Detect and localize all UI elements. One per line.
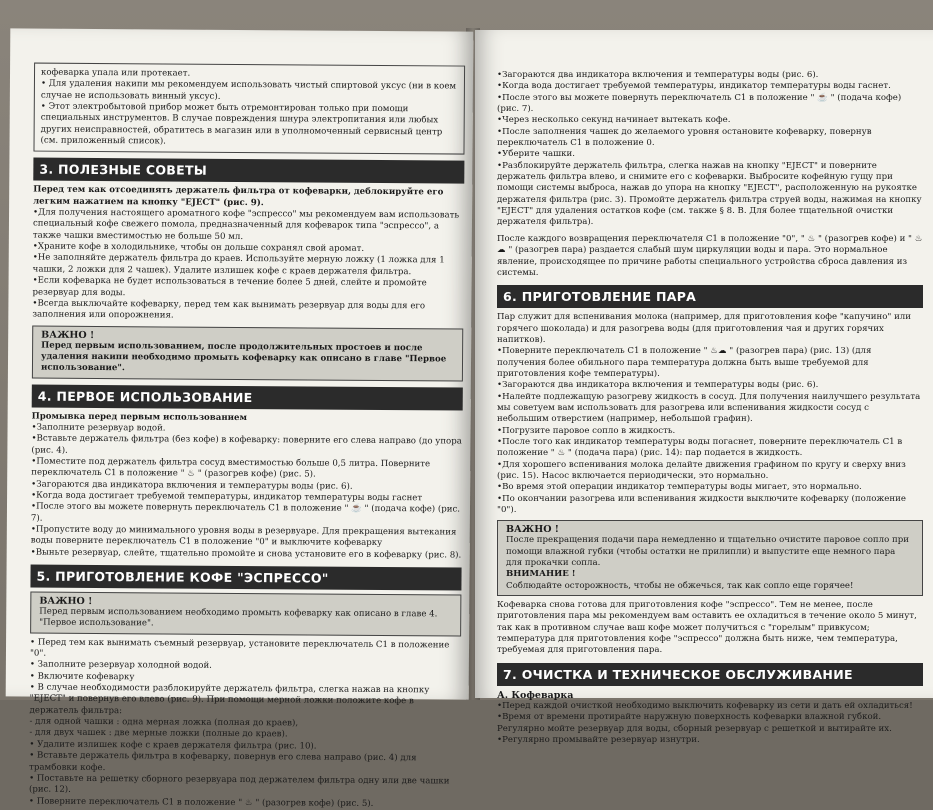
list-item: • Поставьте на решетку сборного резервуара под держателем фильтра одну или две чашки (рис. 12). <box>28 773 450 796</box>
section-6-title: 6. ПРИГОТОВЛЕНИЕ ПАРА <box>497 285 923 308</box>
list-item: • Заполните резервуар холодной водой. <box>29 659 212 672</box>
section-3-note <box>32 325 463 381</box>
note-title: ВАЖНО ! <box>506 524 559 536</box>
list-item: • Налейте подлежащую разогреву жидкость в сосуд. Для получения наилучшего результата мы советуем вам использовать для разогрева или вспенивания жидкости сосуд с небольшим отверстием (например, небольшой графин). <box>497 392 923 426</box>
section-6-after: Кофеварка снова готова для приготовления кофе "эспрессо". Тем не менее, после приготовления пара мы рекомендуем вам оставить ее охладиться в течение около 5 минут, так как в противном случае ваш кофе может получиться с "горелым" привкусом; температура для приготовления кофе "эспрессо" должна быть ниже, чем температура, требуемая для приготовления пара. <box>497 600 917 656</box>
intro-line: кофеварка упала или протекает. <box>40 67 191 79</box>
left-page <box>6 28 474 809</box>
list-item: • Для получения настоящего ароматного кофе "эспрессо" мы рекомендуем вам использовать специальный кофе свежего помола, предназначенный для кофеварок типа "эспрессо", а также чашки вместимостью не больше 50 мл. <box>33 208 464 245</box>
pressure-note: После каждого возвращения переключателя C1 в положение "0", " ♨ " (разогрев кофе) и " ♨☁ " (разогрев пара) раздается слабый шум циркуляции воды и пара. Это нормальное явление, происходящее по причине работы специального устройства сброса давления из системы. <box>497 233 923 278</box>
list-item: • Когда вода достигает требуемой температуры, индикатор температуры воды гаснет <box>31 491 462 505</box>
list-item: • Удалите излишек кофе с краев держателя фильтра (рис. 10). <box>29 739 317 752</box>
section-6-list <box>497 346 923 516</box>
list-item: • Уберите чашки. <box>497 149 923 160</box>
list-item: • Перед тем как вынимать съемный резервуар, установите переключатель C1 в положение "0". <box>29 637 450 659</box>
list-item: • Для хорошего вспенивания молока делайте движения графином по кругу и сверху вниз (рис. 15). Насос включается периодически, это нормально. <box>497 460 923 483</box>
section-3-list <box>32 208 464 324</box>
list-item: • Загораются два индикатора включения и температуры воды (рис. 6). <box>497 380 923 391</box>
section-5-title: 5. ПРИГОТОВЛЕНИЕ КОФЕ "ЭСПРЕССО" <box>30 565 461 591</box>
list-item: • В случае необходимости разблокируйте держатель фильтра, слегка нажав на кнопку "EJECT" и повернув его влево (рис. 9). При помощи мерной ложки положите кофе в держатель фильтра: <box>29 682 430 716</box>
list-item: • По окончании разогрева или вспенивания жидкости выключите кофеварку (положение "0"). <box>497 494 923 517</box>
list-item: • Всегда выключайте кофеварку, перед тем как вынимать резервуар для воды для его заполнения или опорожнения. <box>32 298 463 324</box>
list-item: • После этого вы можете повернуть переключатель C1 в положение " ☕ " (подача кофе) (рис. 7). <box>497 93 923 116</box>
section-7-title: 7. ОЧИСТКА И ТЕХНИЧЕСКОЕ ОБСЛУЖИВАНИЕ <box>497 663 923 686</box>
note-text: Перед первым использованием необходимо промыть кофеварку как описано в главе 4. "Первое использование". <box>39 606 438 629</box>
list-item: • Вставьте держатель фильтра (без кофе) в кофеварку: поверните его слева направо (до упора (рис. 4). <box>31 434 462 460</box>
list-item: • Поверните переключатель C1 в положение " ♨ " (разогрев кофе) (рис. 5). <box>28 796 374 809</box>
list-item: • Время от времени протирайте наружную поверхность кофеварки влажной губкой. Регулярно мойте резервуар для воды, сборный резервуар с решеткой и вытирайте их. <box>497 712 923 735</box>
note-text: После прекращения подачи пара немедленно и тщательно очистите паровое сопло при помощи влажной губки (чтобы остатки не прилипли) и выпустите еще немного пара для прокачки сопла. <box>506 535 909 569</box>
list-item: • Через несколько секунд начинает вытекать кофе. <box>497 115 923 126</box>
list-item: • После того как индикатор температуры воды погаснет, поверните переключатель C1 в положение " ♨ " (подача пара) (рис. 14): пар подается в жидкость. <box>497 437 923 460</box>
section-6-lead: Пар служит для вспенивания молока (например, для приготовления кофе "капучино" или горячего шоколада) и для разогрева воды (для приготовления чая и других горячих напитков). <box>497 312 911 345</box>
list-item: • Во время этой операции индикатор температуры воды мигает, это нормально. <box>497 482 923 493</box>
list-item: • Вставьте держатель фильтра в кофеварку, повернув его слева направо (рис. 4) для трамбовки кофе. <box>29 750 417 773</box>
section-4-title: 4. ПЕРВОЕ ИСПОЛЬЗОВАНИЕ <box>32 384 463 410</box>
note-text: Перед первым использованием, после продолжительных простоев и после удаления накипи необходимо промыть кофеварку как описано в главе "Первое использование". <box>40 340 447 374</box>
section-3-title: 3. ПОЛЕЗНЫЕ СОВЕТЫ <box>33 158 464 184</box>
list-item: • Погрузите паровое сопло в жидкость. <box>497 426 923 437</box>
list-item: • Если кофеварка не будет использоваться в течение более 5 дней, слейте и промойте резервуар для воды. <box>32 276 463 302</box>
list-item: • Когда вода достигает требуемой температуры, индикатор температуры воды гаснет. <box>497 81 923 92</box>
section-4-subtitle: Промывка перед первым использованием <box>31 411 247 423</box>
list-item: • Поместите под держатель фильтра сосуд вместимостью больше 0,5 литра. Поверните переключатель C1 в положение " ♨ " (разогрев кофе) (рис. 5). <box>31 456 462 482</box>
list-item: • Перед каждой очисткой необходимо выключить кофеварку из сети и дать ей охладиться! <box>497 701 923 712</box>
list-item: • После этого вы можете повернуть переключатель C1 в положение " ☕ " (подача кофе) (рис. 7). <box>31 502 462 528</box>
note-title: ВАЖНО ! <box>41 329 95 341</box>
list-item: • Выньте резервуар, слейте, тщательно промойте и снова установите его в кофеварку (рис. 8). <box>31 547 462 561</box>
section-3-lead: Перед тем как отсоединять держатель фильтра от кофеварки, деблокируйте его легким нажатием на кнопку "EJECT" (рис. 9). <box>33 184 444 208</box>
section-7-subtitle: А. Кофеварка <box>497 689 574 701</box>
section-5-list <box>29 637 461 810</box>
list-item: • Храните кофе в холодильнике, чтобы он дольше сохранял свой аромат. <box>33 242 464 256</box>
list-item: • Регулярно промывайте резервуар изнутри. <box>497 735 923 746</box>
list-item: • Включите кофеварку <box>29 671 135 683</box>
intro-line: • Этот электробытовой прибор может быть отремонтирован только при помощи специальных инструментов. В случае повреждения шнура электропитания или любых других неисправностей, обратитесь в магазин или в уполномоченный сервисный центр (см. приложенный список). <box>40 101 443 147</box>
section-6-note <box>497 520 923 596</box>
right-top-list <box>497 70 923 229</box>
caution-text: Соблюдайте осторожность, чтобы не обжечься, так как сопло еще горячее! <box>506 580 854 591</box>
list-item: • Разблокируйте держатель фильтра, слегка нажав на кнопку "EJECT" и поверните держатель фильтра влево, и снимите его с кофеварки. Выбросите кофейную гущу при помощи системы выброса, нажав до упора на кнопку "EJECT", расположенную на рукоятке держателя фильтра (рис. 3). Промойте держатель фильтра струей воды, нажимая на кнопку "EJECT" для удаления остатков кофе (см. также § 8. В. Для более тщательной очистки держателя фильтра). <box>497 161 923 229</box>
list-item: - для двух чашек : две мерные ложки (полные до краев). <box>29 728 288 740</box>
list-item: - для одной чашки : одна мерная ложка (полная до краев), <box>29 716 299 729</box>
list-item: • Не заполняйте держатель фильтра до краев. Используйте мерную ложку (1 ложка для 1 чашки, 2 ложки для 2 чашек). Удалите излишек кофе с краев держателя фильтра. <box>33 253 464 279</box>
section-4-list <box>31 422 463 561</box>
list-item: • Загораются два индикатора включения и температуры воды (рис. 6). <box>497 70 923 81</box>
intro-line: • Для удаления накипи мы рекомендуем использовать чистый спиртовой уксус (ни в коем случае не использовать винный уксус). <box>40 78 457 102</box>
list-item: • Поверните переключатель C1 в положение " ♨☁ " (разогрев пара) (рис. 13) (для получения более обильного пара температура должна быть выше требуемой для приготовления кофе температуры). <box>497 346 923 380</box>
note-title: ВАЖНО ! <box>39 595 93 608</box>
list-item: • Загораются два индикатора включения и температуры воды (рис. 6). <box>31 479 462 493</box>
list-item: • После заполнения чашек до желаемого уровня остановите кофеварку, повернув переключатель C1 в положение 0. <box>497 127 923 150</box>
list-item: • Пропустите воду до минимального уровня воды в резервуаре. Для прекращения вытекания воды поверните переключатель C1 в положение "0" и выключите кофеварку <box>31 525 462 551</box>
list-item: • Заполните резервуар водой. <box>32 422 463 436</box>
section-7-list <box>497 701 923 746</box>
section-5-note <box>30 592 461 637</box>
intro-box <box>33 63 465 155</box>
caution-title: ВНИМАНИЕ ! <box>506 569 576 580</box>
right-page <box>475 30 933 745</box>
